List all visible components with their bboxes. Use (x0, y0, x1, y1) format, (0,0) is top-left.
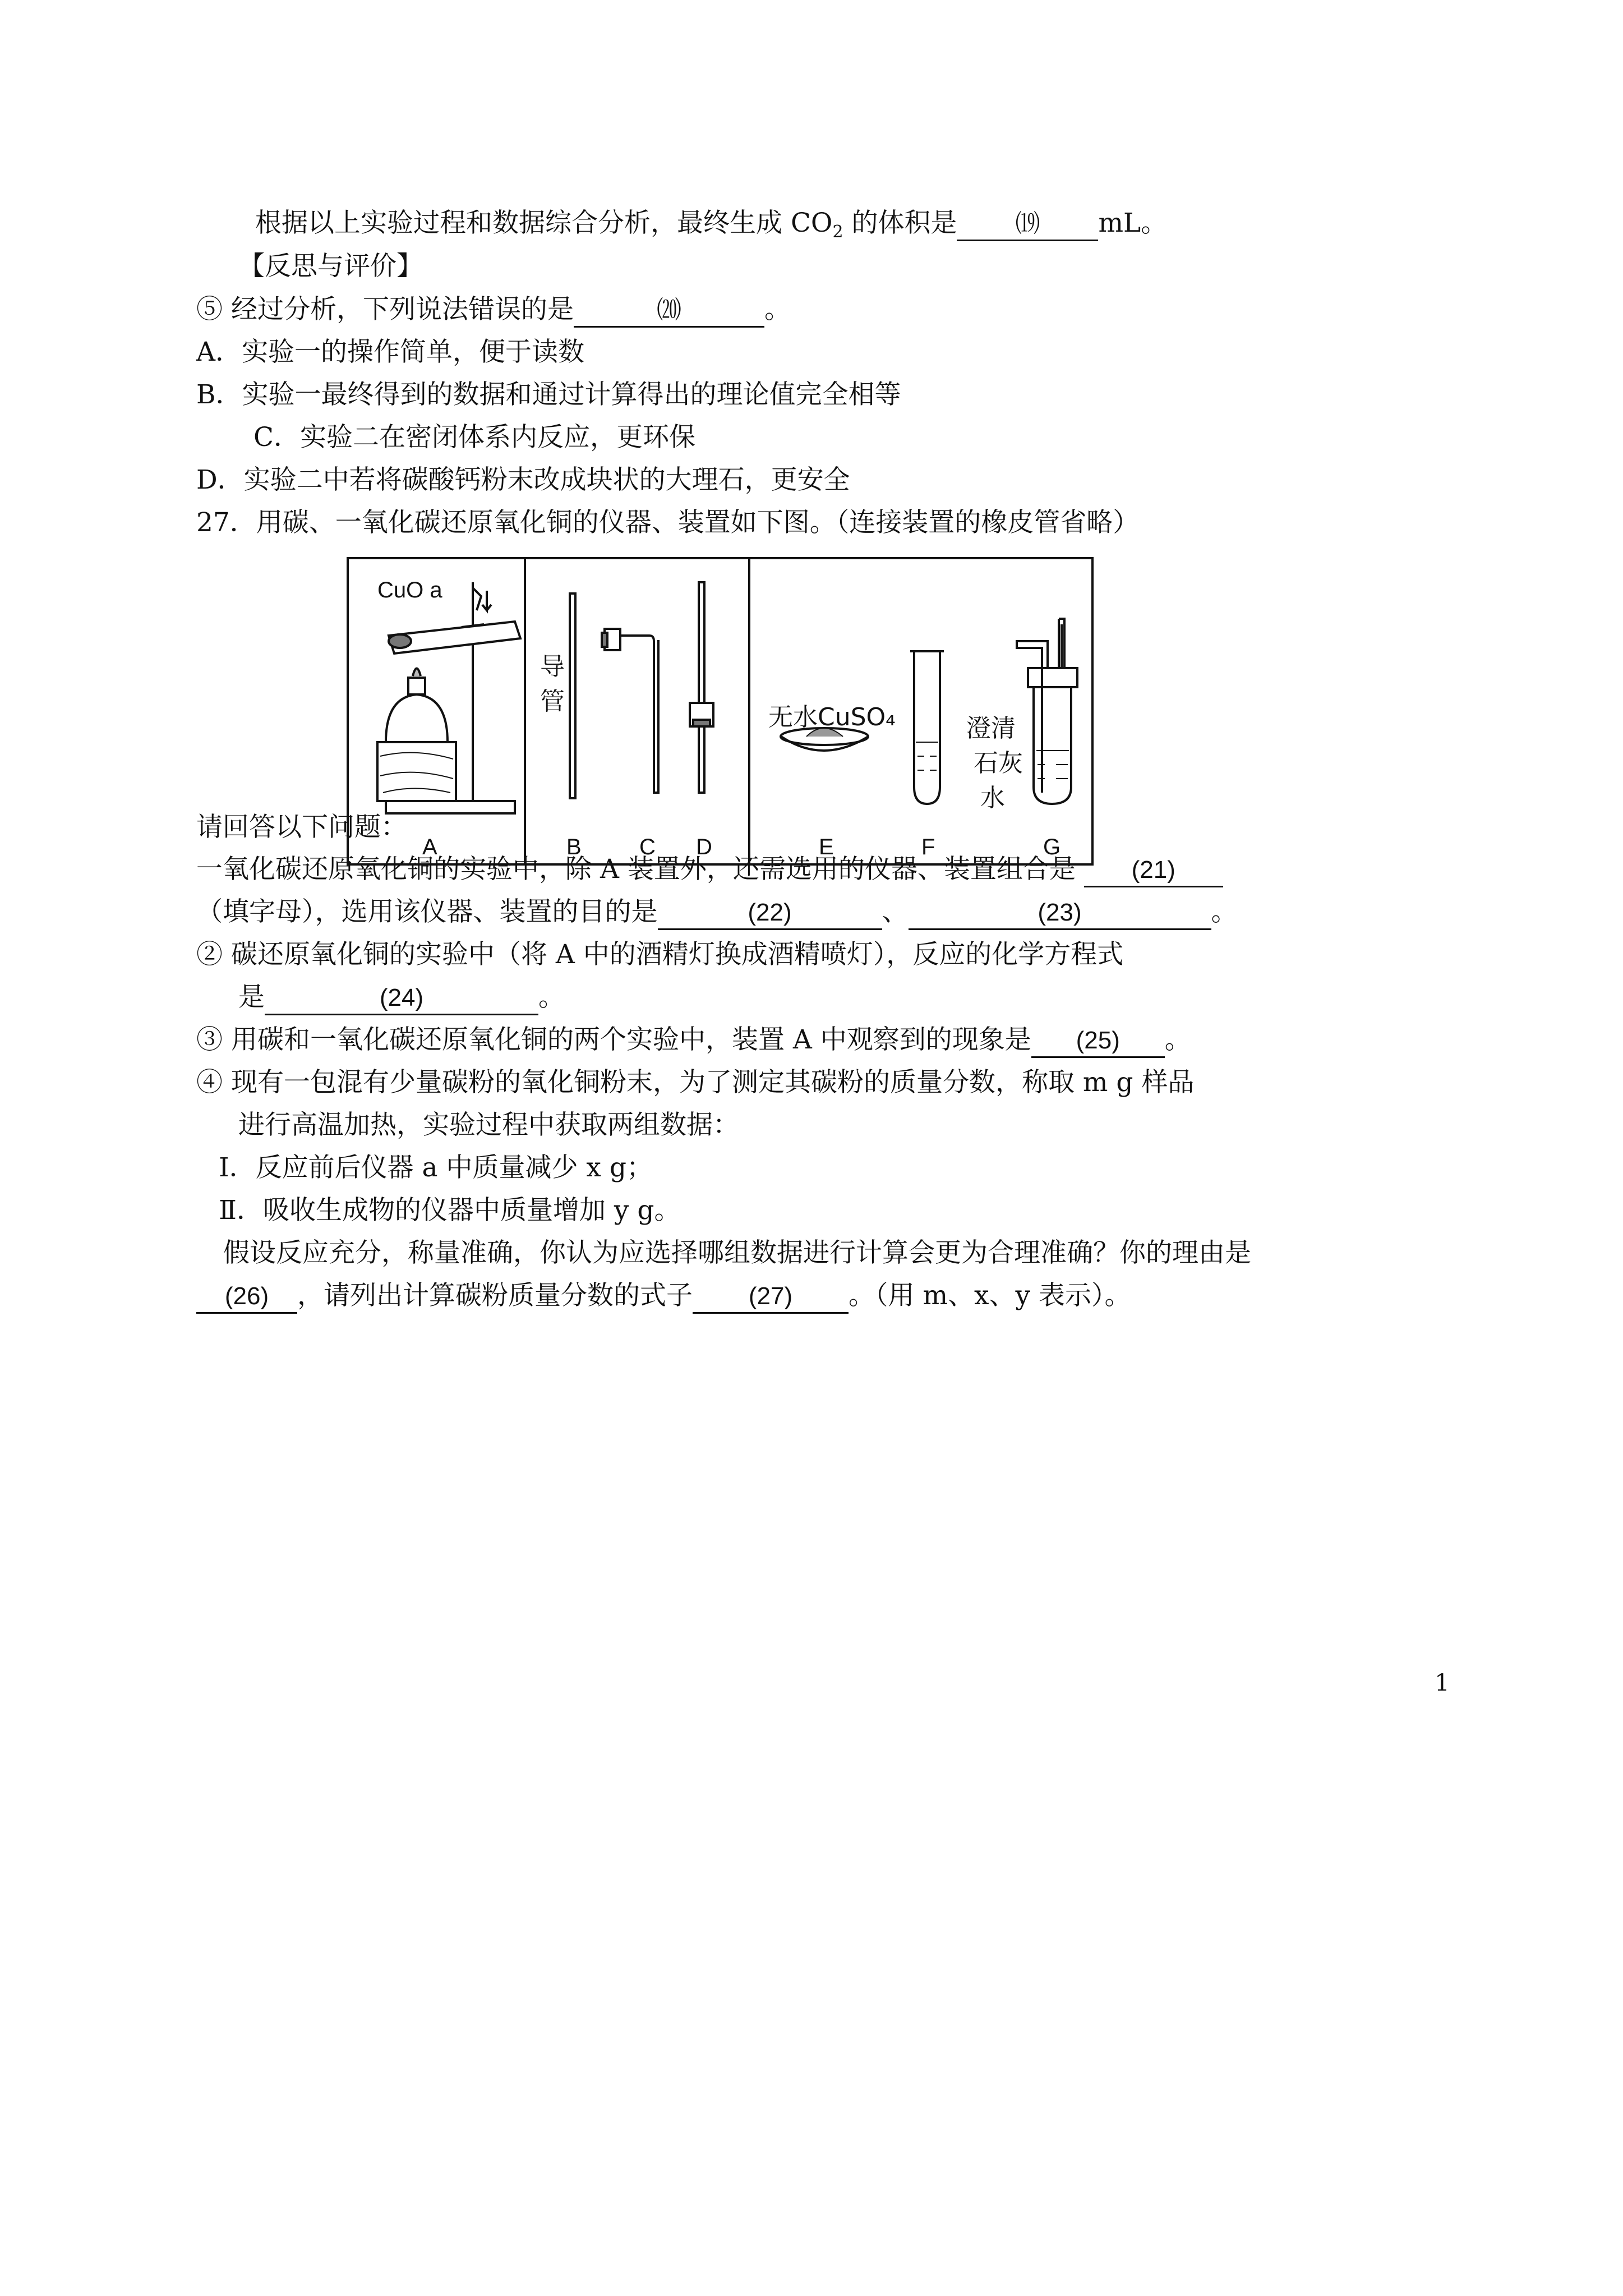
question-4-cont: 进行高温加热，实验过程中获取两组数据： (238, 1110, 739, 1140)
data-group-1: Ⅰ．反应前后仪器 a 中质量减少 x g； (219, 1152, 653, 1183)
question-2-cont: 是 (24) 。 (238, 981, 565, 1015)
label-limewater-2: 石灰 (974, 749, 1023, 777)
answer-blank-19[interactable]: ⒆ (957, 208, 1098, 241)
page-number: 1 (1435, 1669, 1450, 1696)
answer-blank-22[interactable]: (22) (658, 897, 882, 930)
question-1-cont: （填字母），选用该仪器、装置的目的是 (22) 、 (23) 。 (196, 895, 1238, 930)
apparatus-figure (347, 557, 1094, 866)
label-cuo-a: CuO a (377, 578, 442, 602)
question-4-ask: 假设反应充分，称量准确，你认为应选择哪组数据进行计算会更为合理准确？你的理由是 (223, 1237, 1251, 1268)
label-c: C (639, 835, 656, 859)
label-b: B (566, 835, 582, 859)
apparatus-g (1017, 619, 1077, 804)
line-co2-volume: 根据以上实验过程和数据综合分析，最终生成 $CO_2$ 的体积是 ⒆ mL。 (255, 208, 1168, 242)
answer-blank-23[interactable]: (23) (909, 897, 1211, 930)
answer-blank-25[interactable]: (25) (1031, 1025, 1165, 1058)
answer-blank-21[interactable]: (21) (1084, 854, 1223, 887)
question-27-stem: 27．用碳、一氧化碳还原氧化铜的仪器、装置如下图。（连接装置的橡皮管省略） (196, 507, 1140, 538)
apparatus-f (910, 651, 944, 804)
label-e: E (819, 835, 834, 859)
label-limewater-1: 澄清 (966, 714, 1016, 743)
section-heading-reflection: 【反思与评价】 (238, 251, 423, 282)
question-1: 一氧化碳还原氧化铜的实验中，除 A 装置外，还需选用的仪器、装置组合是 (21) (196, 853, 1223, 887)
answer-blank-24[interactable]: (24) (265, 982, 538, 1015)
apparatus-e (781, 728, 868, 751)
question-4-answer: (26) ，请列出计算碳粉质量分数的式子 (27) 。（用 m、x、y 表示）。 (196, 1279, 1131, 1314)
option-d: D．实验二中若将碳酸钙粉末改成块状的大理石，更安全 (196, 464, 850, 495)
apparatus-c (602, 629, 658, 793)
question-3: ③ 用碳和一氧化碳还原氧化铜的两个实验中，装置 A 中观察到的现象是 (25) 。 (196, 1023, 1191, 1058)
label-limewater-3: 水 (980, 784, 1005, 812)
figure-frame (348, 558, 1092, 864)
option-c: C．实验二在密闭体系内反应，更环保 (253, 422, 695, 453)
question-4: ④ 现有一包混有少量碳粉的氧化铜粉末，为了测定其碳粉的质量分数，称取 m g 样品 (196, 1067, 1195, 1098)
apparatus-a (377, 582, 520, 813)
question-2: ② 碳还原氧化铜的实验中（将 A 中的酒精灯换成酒精喷灯），反应的化学方程式 (196, 939, 1124, 970)
question-5: ⑤ 经过分析，下列说法错误的是 ⒇ 。 (196, 293, 791, 328)
label-f: F (921, 835, 935, 859)
label-tube-1: 导 (540, 652, 565, 681)
apparatus-b-tube (570, 593, 575, 798)
label-d: D (696, 835, 712, 859)
label-g: G (1043, 835, 1061, 859)
option-b: B．实验一最终得到的数据和通过计算得出的理论值完全相等 (196, 379, 901, 410)
label-a: A (422, 835, 437, 859)
answer-blank-27[interactable]: (27) (693, 1281, 849, 1314)
label-tube-2: 管 (540, 687, 565, 716)
data-group-2: Ⅱ．吸收生成物的仪器中质量增加 y g。 (219, 1195, 681, 1226)
option-a: A．实验一的操作简单，便于读数 (196, 337, 584, 367)
prompt-answer: 请回答以下问题： (196, 812, 407, 843)
label-cuso4: 无水CuSO₄ (768, 703, 896, 731)
answer-blank-26[interactable]: (26) (196, 1281, 297, 1314)
apparatus-d (690, 582, 713, 793)
answer-blank-20[interactable]: ⒇ (574, 295, 764, 328)
